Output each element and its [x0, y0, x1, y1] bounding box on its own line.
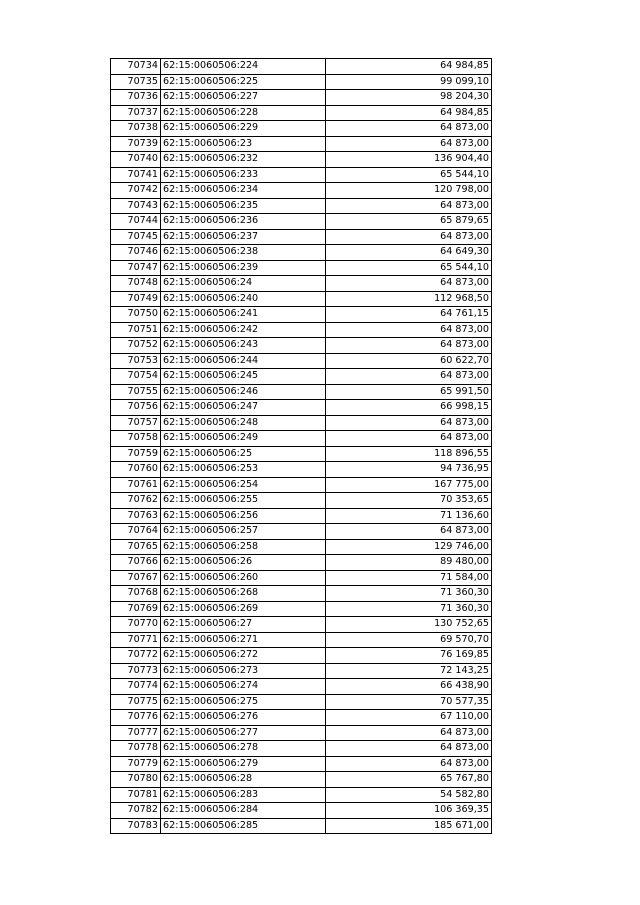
- value-cell: 130 752,65: [326, 617, 492, 633]
- table-row: [111, 121, 492, 137]
- row-number-cell: 70780: [111, 772, 161, 788]
- row-number-cell: 70776: [111, 710, 161, 726]
- cadastral-number-cell: 62:15:0060506:224: [161, 59, 326, 75]
- document-page: [110, 58, 492, 834]
- value-cell: 67 110,00: [326, 710, 492, 726]
- value-cell: 66 998,15: [326, 400, 492, 416]
- cadastral-number-cell: 62:15:0060506:275: [161, 694, 326, 710]
- row-number-cell: 70768: [111, 586, 161, 602]
- table-row: [111, 369, 492, 385]
- table-row: [111, 493, 492, 509]
- table-row: [111, 694, 492, 710]
- value-cell: 99 099,10: [326, 74, 492, 90]
- row-number-cell: 70773: [111, 663, 161, 679]
- row-number-cell: 70783: [111, 818, 161, 834]
- table-row: [111, 555, 492, 571]
- table-row: [111, 245, 492, 261]
- cadastral-value-table: [110, 58, 492, 834]
- row-number-cell: 70755: [111, 384, 161, 400]
- cadastral-number-cell: 62:15:0060506:241: [161, 307, 326, 323]
- cadastral-number-cell: 62:15:0060506:233: [161, 167, 326, 183]
- value-cell: 76 169,85: [326, 648, 492, 664]
- value-cell: 64 984,85: [326, 105, 492, 121]
- row-number-cell: 70772: [111, 648, 161, 664]
- table-row: [111, 446, 492, 462]
- cadastral-number-cell: 62:15:0060506:283: [161, 787, 326, 803]
- cadastral-number-cell: 62:15:0060506:253: [161, 462, 326, 478]
- value-cell: 64 873,00: [326, 431, 492, 447]
- row-number-cell: 70757: [111, 415, 161, 431]
- table-row: [111, 307, 492, 323]
- row-number-cell: 70756: [111, 400, 161, 416]
- table-row: [111, 787, 492, 803]
- row-number-cell: 70775: [111, 694, 161, 710]
- table-row: [111, 90, 492, 106]
- row-number-cell: 70759: [111, 446, 161, 462]
- cadastral-number-cell: 62:15:0060506:271: [161, 632, 326, 648]
- row-number-cell: 70737: [111, 105, 161, 121]
- cadastral-number-cell: 62:15:0060506:26: [161, 555, 326, 571]
- cadastral-number-cell: 62:15:0060506:269: [161, 601, 326, 617]
- value-cell: 106 369,35: [326, 803, 492, 819]
- table-row: [111, 214, 492, 230]
- value-cell: 71 584,00: [326, 570, 492, 586]
- cadastral-number-cell: 62:15:0060506:278: [161, 741, 326, 757]
- row-number-cell: 70748: [111, 276, 161, 292]
- cadastral-number-cell: 62:15:0060506:239: [161, 260, 326, 276]
- table-row: [111, 198, 492, 214]
- value-cell: 70 353,65: [326, 493, 492, 509]
- value-cell: 64 873,00: [326, 369, 492, 385]
- value-cell: 65 879,65: [326, 214, 492, 230]
- row-number-cell: 70749: [111, 291, 161, 307]
- row-number-cell: 70753: [111, 353, 161, 369]
- table-row: [111, 617, 492, 633]
- value-cell: 65 767,80: [326, 772, 492, 788]
- value-cell: 72 143,25: [326, 663, 492, 679]
- row-number-cell: 70763: [111, 508, 161, 524]
- row-number-cell: 70736: [111, 90, 161, 106]
- value-cell: 98 204,30: [326, 90, 492, 106]
- table-row: [111, 477, 492, 493]
- cadastral-number-cell: 62:15:0060506:227: [161, 90, 326, 106]
- value-cell: 64 873,00: [326, 229, 492, 245]
- value-cell: 64 873,00: [326, 322, 492, 338]
- value-cell: 112 968,50: [326, 291, 492, 307]
- table-row: [111, 353, 492, 369]
- cadastral-number-cell: 62:15:0060506:28: [161, 772, 326, 788]
- value-cell: 64 873,00: [326, 198, 492, 214]
- row-number-cell: 70771: [111, 632, 161, 648]
- row-number-cell: 70765: [111, 539, 161, 555]
- cadastral-number-cell: 62:15:0060506:228: [161, 105, 326, 121]
- value-cell: 64 873,00: [326, 121, 492, 137]
- value-cell: 64 984,85: [326, 59, 492, 75]
- row-number-cell: 70779: [111, 756, 161, 772]
- table-row: [111, 539, 492, 555]
- value-cell: 64 873,00: [326, 524, 492, 540]
- cadastral-number-cell: 62:15:0060506:274: [161, 679, 326, 695]
- table-row: [111, 322, 492, 338]
- value-cell: 64 873,00: [326, 338, 492, 354]
- value-cell: 129 746,00: [326, 539, 492, 555]
- cadastral-number-cell: 62:15:0060506:285: [161, 818, 326, 834]
- cadastral-number-cell: 62:15:0060506:229: [161, 121, 326, 137]
- row-number-cell: 70751: [111, 322, 161, 338]
- cadastral-number-cell: 62:15:0060506:276: [161, 710, 326, 726]
- cadastral-number-cell: 62:15:0060506:27: [161, 617, 326, 633]
- cadastral-number-cell: 62:15:0060506:256: [161, 508, 326, 524]
- value-cell: 64 873,00: [326, 756, 492, 772]
- cadastral-number-cell: 62:15:0060506:25: [161, 446, 326, 462]
- table-row: [111, 570, 492, 586]
- value-cell: 167 775,00: [326, 477, 492, 493]
- row-number-cell: 70760: [111, 462, 161, 478]
- value-cell: 64 873,00: [326, 136, 492, 152]
- row-number-cell: 70740: [111, 152, 161, 168]
- value-cell: 69 570,70: [326, 632, 492, 648]
- cadastral-number-cell: 62:15:0060506:245: [161, 369, 326, 385]
- table-row: [111, 663, 492, 679]
- table-row: [111, 725, 492, 741]
- table-row: [111, 524, 492, 540]
- value-cell: 64 761,15: [326, 307, 492, 323]
- table-row: [111, 741, 492, 757]
- table-row: [111, 384, 492, 400]
- table-row: [111, 59, 492, 75]
- cadastral-number-cell: 62:15:0060506:235: [161, 198, 326, 214]
- table-row: [111, 152, 492, 168]
- value-cell: 136 904,40: [326, 152, 492, 168]
- table-row: [111, 338, 492, 354]
- row-number-cell: 70734: [111, 59, 161, 75]
- table-row: [111, 229, 492, 245]
- row-number-cell: 70743: [111, 198, 161, 214]
- value-cell: 185 671,00: [326, 818, 492, 834]
- row-number-cell: 70750: [111, 307, 161, 323]
- table-row: [111, 756, 492, 772]
- table-row: [111, 167, 492, 183]
- row-number-cell: 70777: [111, 725, 161, 741]
- value-cell: 71 360,30: [326, 601, 492, 617]
- value-cell: 60 622,70: [326, 353, 492, 369]
- table-row: [111, 400, 492, 416]
- cadastral-number-cell: 62:15:0060506:268: [161, 586, 326, 602]
- row-number-cell: 70738: [111, 121, 161, 137]
- table-row: [111, 632, 492, 648]
- cadastral-number-cell: 62:15:0060506:246: [161, 384, 326, 400]
- cadastral-number-cell: 62:15:0060506:247: [161, 400, 326, 416]
- value-cell: 64 873,00: [326, 741, 492, 757]
- row-number-cell: 70745: [111, 229, 161, 245]
- value-cell: 64 649,30: [326, 245, 492, 261]
- value-cell: 54 582,80: [326, 787, 492, 803]
- table-row: [111, 710, 492, 726]
- table-row: [111, 803, 492, 819]
- value-cell: 65 544,10: [326, 260, 492, 276]
- cadastral-number-cell: 62:15:0060506:255: [161, 493, 326, 509]
- table-row: [111, 648, 492, 664]
- table-row: [111, 586, 492, 602]
- cadastral-number-cell: 62:15:0060506:258: [161, 539, 326, 555]
- cadastral-number-cell: 62:15:0060506:242: [161, 322, 326, 338]
- value-cell: 71 136,60: [326, 508, 492, 524]
- row-number-cell: 70769: [111, 601, 161, 617]
- cadastral-number-cell: 62:15:0060506:240: [161, 291, 326, 307]
- table-row: [111, 601, 492, 617]
- row-number-cell: 70742: [111, 183, 161, 199]
- table-row: [111, 818, 492, 834]
- cadastral-number-cell: 62:15:0060506:254: [161, 477, 326, 493]
- value-cell: 71 360,30: [326, 586, 492, 602]
- value-cell: 64 873,00: [326, 725, 492, 741]
- value-cell: 64 873,00: [326, 415, 492, 431]
- value-cell: 120 798,00: [326, 183, 492, 199]
- table-row: [111, 74, 492, 90]
- cadastral-number-cell: 62:15:0060506:249: [161, 431, 326, 447]
- row-number-cell: 70770: [111, 617, 161, 633]
- row-number-cell: 70762: [111, 493, 161, 509]
- table-row: [111, 431, 492, 447]
- cadastral-number-cell: 62:15:0060506:260: [161, 570, 326, 586]
- table-body: [111, 59, 492, 834]
- cadastral-number-cell: 62:15:0060506:237: [161, 229, 326, 245]
- row-number-cell: 70746: [111, 245, 161, 261]
- row-number-cell: 70781: [111, 787, 161, 803]
- value-cell: 65 544,10: [326, 167, 492, 183]
- value-cell: 89 480,00: [326, 555, 492, 571]
- row-number-cell: 70761: [111, 477, 161, 493]
- cadastral-number-cell: 62:15:0060506:238: [161, 245, 326, 261]
- row-number-cell: 70741: [111, 167, 161, 183]
- table-row: [111, 415, 492, 431]
- row-number-cell: 70774: [111, 679, 161, 695]
- row-number-cell: 70782: [111, 803, 161, 819]
- cadastral-number-cell: 62:15:0060506:244: [161, 353, 326, 369]
- cadastral-number-cell: 62:15:0060506:234: [161, 183, 326, 199]
- row-number-cell: 70767: [111, 570, 161, 586]
- cadastral-number-cell: 62:15:0060506:236: [161, 214, 326, 230]
- table-row: [111, 105, 492, 121]
- table-row: [111, 183, 492, 199]
- cadastral-number-cell: 62:15:0060506:243: [161, 338, 326, 354]
- row-number-cell: 70744: [111, 214, 161, 230]
- table-row: [111, 291, 492, 307]
- value-cell: 118 896,55: [326, 446, 492, 462]
- row-number-cell: 70735: [111, 74, 161, 90]
- cadastral-number-cell: 62:15:0060506:273: [161, 663, 326, 679]
- cadastral-number-cell: 62:15:0060506:279: [161, 756, 326, 772]
- value-cell: 66 438,90: [326, 679, 492, 695]
- row-number-cell: 70754: [111, 369, 161, 385]
- table-row: [111, 772, 492, 788]
- cadastral-number-cell: 62:15:0060506:257: [161, 524, 326, 540]
- row-number-cell: 70778: [111, 741, 161, 757]
- cadastral-number-cell: 62:15:0060506:248: [161, 415, 326, 431]
- row-number-cell: 70764: [111, 524, 161, 540]
- table-row: [111, 508, 492, 524]
- row-number-cell: 70747: [111, 260, 161, 276]
- row-number-cell: 70766: [111, 555, 161, 571]
- row-number-cell: 70752: [111, 338, 161, 354]
- table-row: [111, 260, 492, 276]
- row-number-cell: 70739: [111, 136, 161, 152]
- table-row: [111, 276, 492, 292]
- cadastral-number-cell: 62:15:0060506:232: [161, 152, 326, 168]
- cadastral-number-cell: 62:15:0060506:225: [161, 74, 326, 90]
- cadastral-number-cell: 62:15:0060506:284: [161, 803, 326, 819]
- table-row: [111, 136, 492, 152]
- table-row: [111, 679, 492, 695]
- value-cell: 70 577,35: [326, 694, 492, 710]
- value-cell: 64 873,00: [326, 276, 492, 292]
- cadastral-number-cell: 62:15:0060506:24: [161, 276, 326, 292]
- value-cell: 94 736,95: [326, 462, 492, 478]
- cadastral-number-cell: 62:15:0060506:277: [161, 725, 326, 741]
- row-number-cell: 70758: [111, 431, 161, 447]
- table-row: [111, 462, 492, 478]
- cadastral-number-cell: 62:15:0060506:272: [161, 648, 326, 664]
- cadastral-number-cell: 62:15:0060506:23: [161, 136, 326, 152]
- value-cell: 65 991,50: [326, 384, 492, 400]
